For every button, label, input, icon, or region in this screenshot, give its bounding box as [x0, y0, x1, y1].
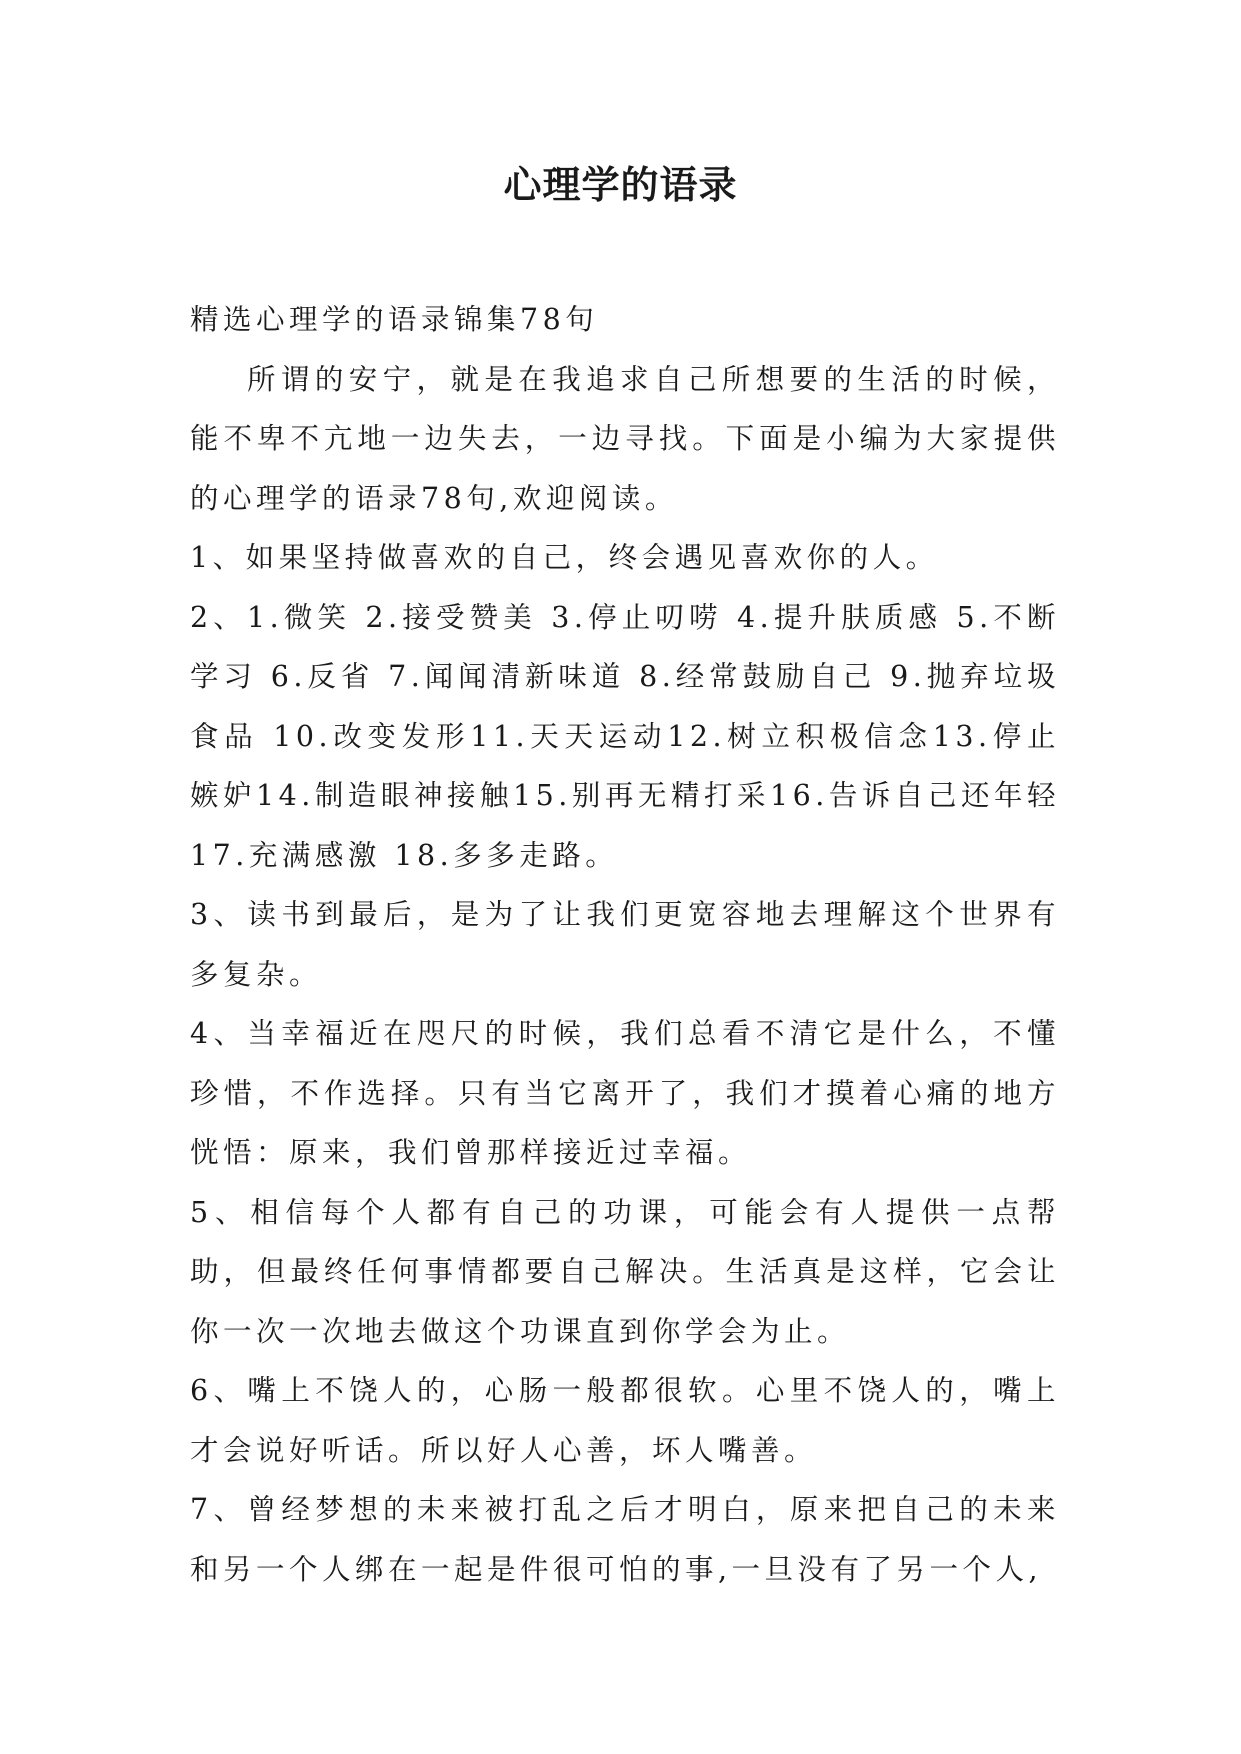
quote-item-7: 7、曾经梦想的未来被打乱之后才明白，原来把自己的未来和另一个人绑在一起是件很可怕的事,一旦没有了另一个人, [190, 1493, 1060, 1586]
document-title: 心理学的语录 [503, 163, 738, 207]
document-body [190, 290, 1060, 1599]
quote-item-6: 6、嘴上不饶人的，心肠一般都很软。心里不饶人的，嘴上才会说好听话。所以好人心善，坏人嘴善。 [190, 1374, 1060, 1467]
quote-item-2: 2、1.微笑 2.接受赞美 3.停止叨唠 4.提升肤质感 5.不断学习 6.反省 7.闻闻清新味道 8.经常鼓励自己 9.抛弃垃圾食品 10.改变发形11.天天运动12.树立积极信念13.停止嫉妒14.制造眼神接触15.别再无精打采16.告诉自己还年轻17.充满感激 18.多多走路。 [190, 600, 1060, 872]
document-subtitle: 精选心理学的语录锦集78句 [190, 303, 599, 336]
quote-item-4: 4、当幸福近在咫尺的时候，我们总看不清它是什么，不懂珍惜，不作选择。只有当它离开了，我们才摸着心痛的地方恍悟：原来，我们曾那样接近过幸福。 [190, 1017, 1060, 1169]
quote-item-5: 5、相信每个人都有自己的功课，可能会有人提供一点帮助，但最终任何事情都要自己解决。生活真是这样，它会让你一次一次地去做这个功课直到你学会为止。 [190, 1195, 1060, 1348]
quote-item-1: 1、如果坚持做喜欢的自己，终会遇见喜欢你的人。 [190, 541, 939, 574]
intro-paragraph: 所谓的安宁，就是在我追求自己所想要的生活的时候，能不卑不亢地一边失去，一边寻找。下面是小编为大家提供的心理学的语录78句,欢迎阅读。 [190, 362, 1060, 515]
quote-item-3: 3、读书到最后，是为了让我们更宽容地去理解这个世界有多复杂。 [190, 898, 1060, 991]
